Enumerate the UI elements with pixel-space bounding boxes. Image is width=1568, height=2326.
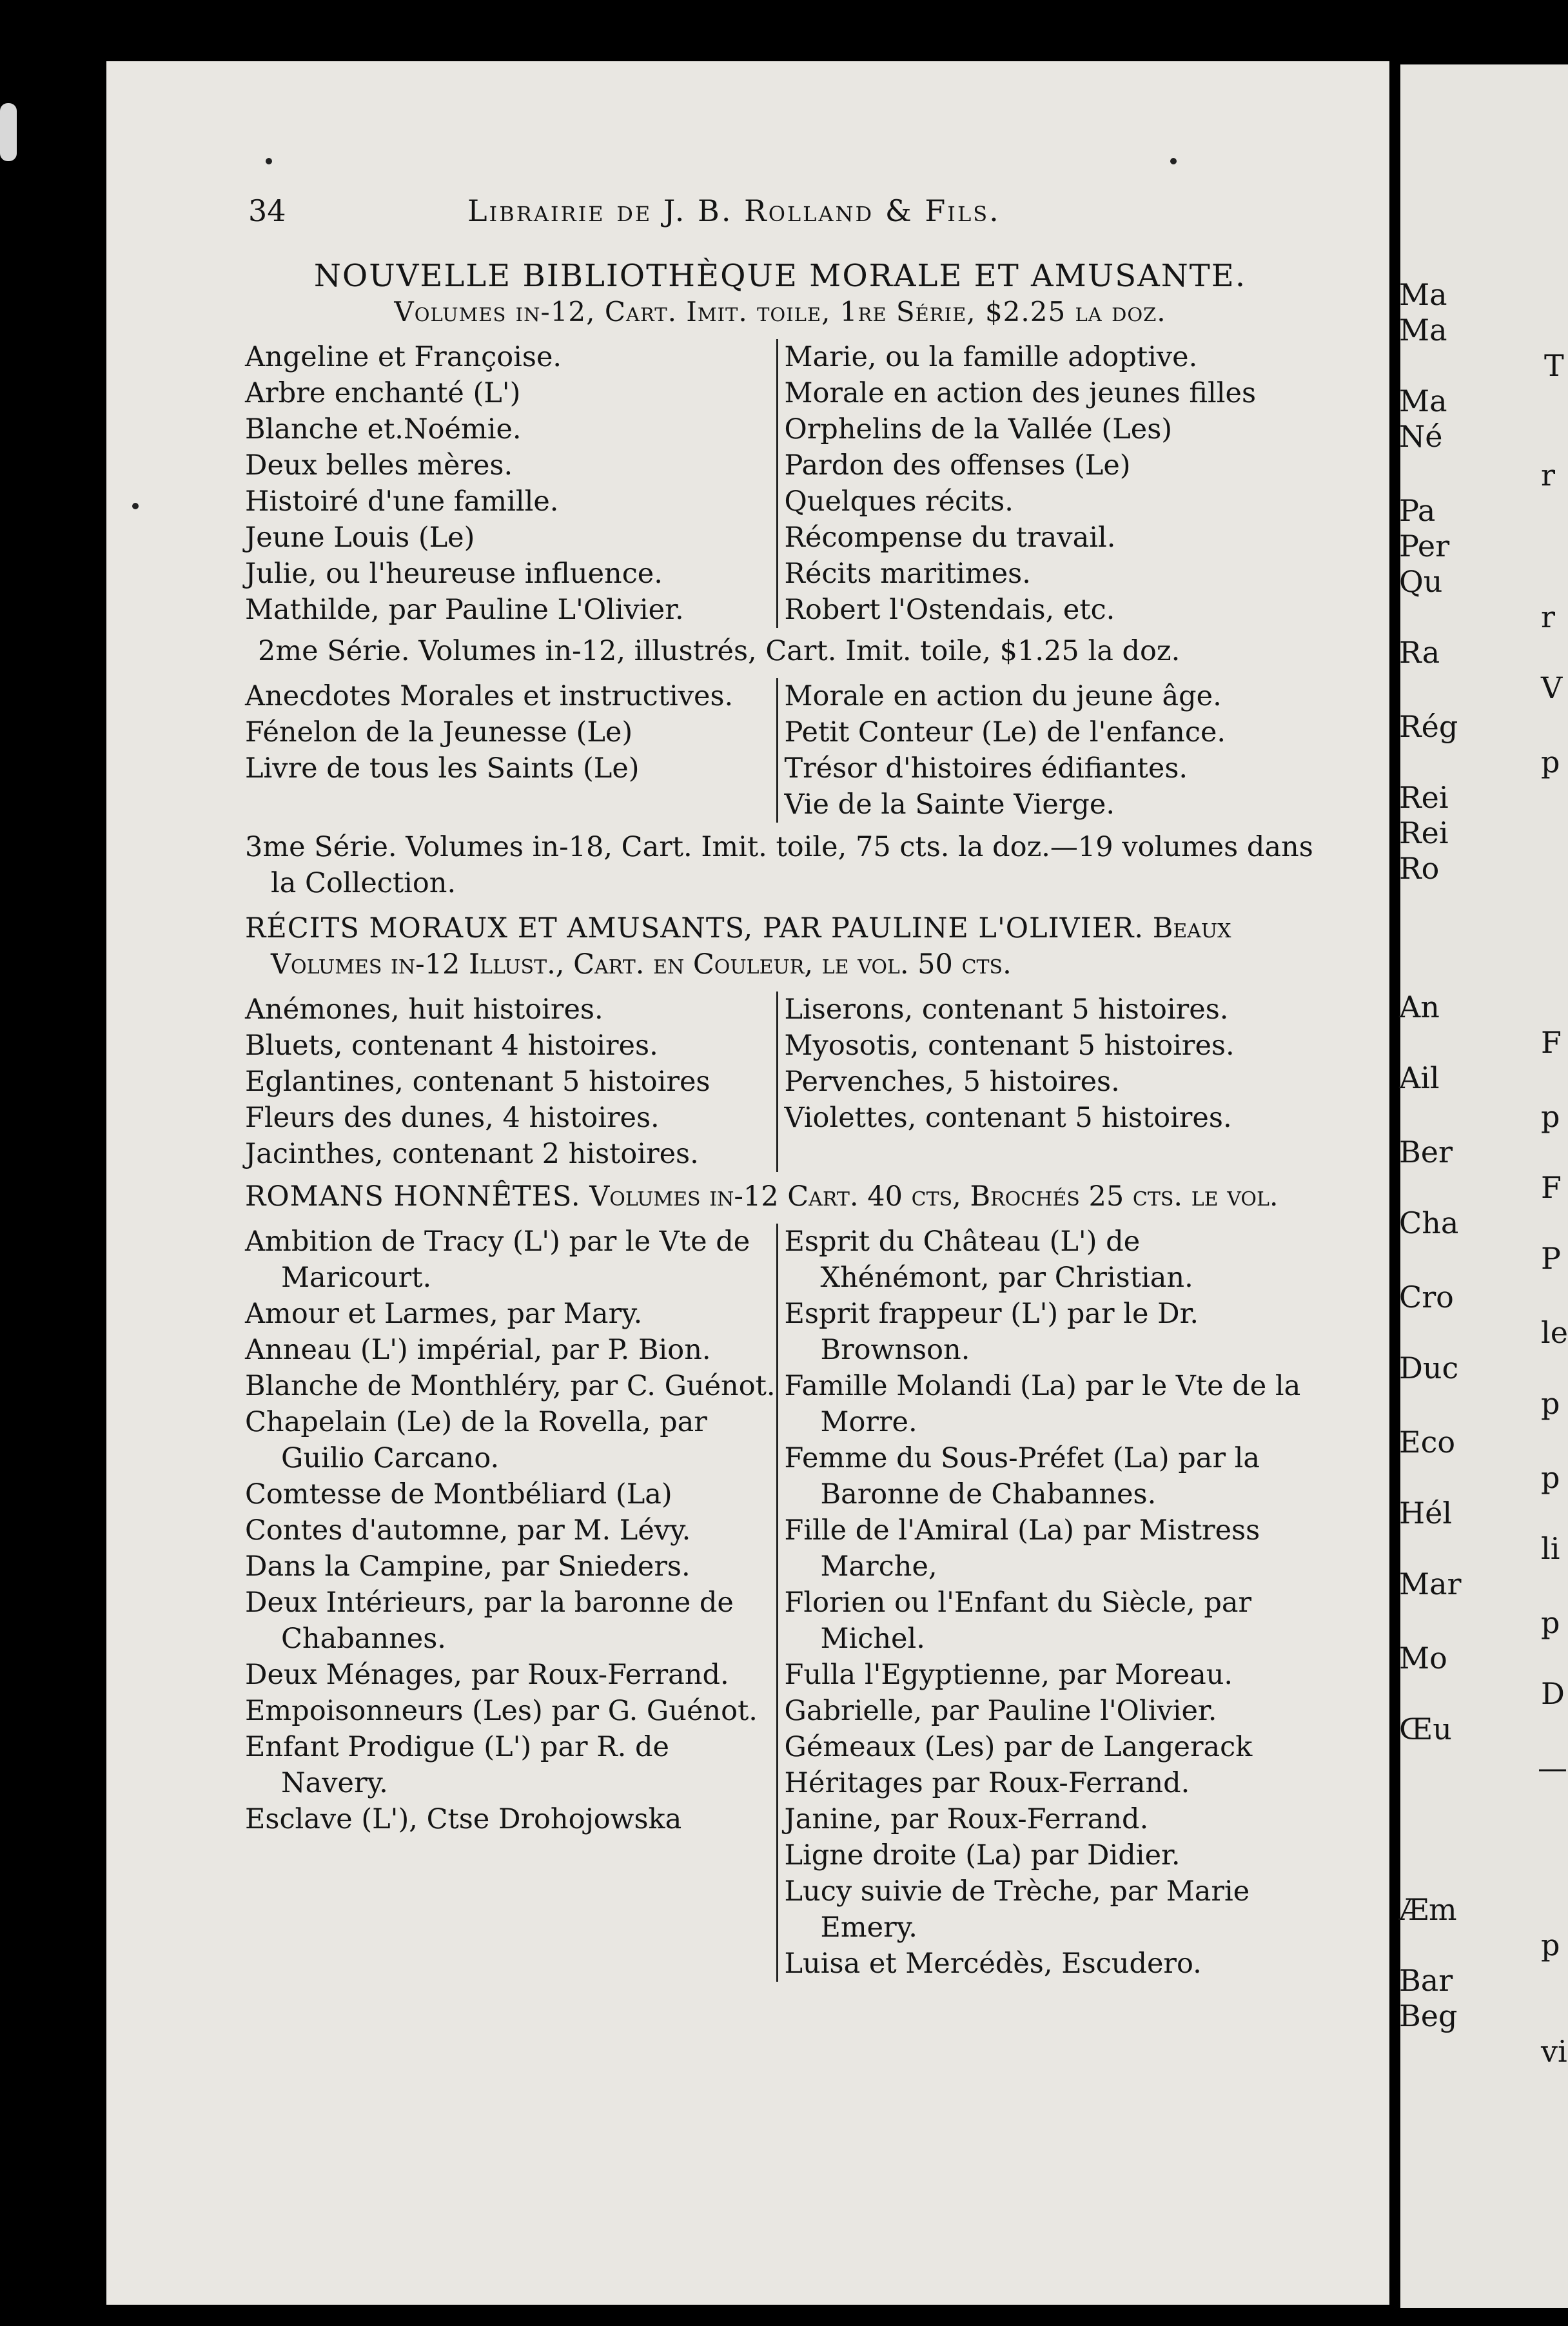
fragment: Rég [1399, 709, 1458, 744]
fragment: Mo [1399, 1641, 1447, 1676]
fragment: Ma [1399, 384, 1447, 418]
left-margin-edge [0, 103, 17, 161]
list-item: Deux Ménages, par Roux-Ferrand. [245, 1659, 729, 1691]
list-item: Florien ou l'Enfant du Siècle, par Michel. [784, 1587, 1252, 1655]
printing-speck [266, 158, 272, 164]
fragment: p [1541, 1386, 1560, 1421]
list-right-column [776, 992, 1316, 1172]
running-title: Librairie de J. B. Rolland & Fils. [467, 193, 1001, 228]
list-item: Gémeaux (Les) par de Langerack [784, 1731, 1253, 1763]
fragment: Rei [1399, 816, 1449, 850]
list-item: Orphelins de la Vallée (Les) [784, 413, 1173, 445]
list-item: Comtesse de Montbéliard (La) [245, 1478, 672, 1510]
fragment: Mar [1399, 1567, 1462, 1601]
list-right-column [776, 1224, 1316, 1982]
list-item: Esclave (L'), Ctse Drohojowska [245, 1803, 682, 1835]
book-list-s5 [245, 1224, 1315, 1982]
fragment: Hél [1399, 1496, 1453, 1530]
list-item: Julie, ou l'heureuse influence. [245, 558, 663, 590]
list-item: Myosotis, contenant 5 histoires. [784, 1030, 1235, 1062]
fragment: p [1541, 1928, 1560, 1962]
list-item: Femme du Sous-Préfet (La) par la Baronne de Chabannes. [784, 1442, 1260, 1510]
page-number: 34 [248, 193, 286, 228]
list-item: Morale en action des jeunes filles [784, 377, 1257, 409]
printing-speck [132, 503, 139, 509]
fragment: p [1541, 1605, 1560, 1640]
series-heading: 3me Série. Volumes in-18, Cart. Imit. toile, 75 cts. la doz.—19 volumes dans la Collection. [245, 831, 1313, 899]
list-item: Trésor d'histoires édifiantes. [784, 752, 1188, 785]
fragment: Cha [1399, 1206, 1459, 1240]
list-item: Bluets, contenant 4 histoires. [245, 1030, 658, 1062]
book-list-s4 [245, 992, 1315, 1172]
fragment: Duc [1399, 1351, 1459, 1385]
list-item: Mathilde, par Pauline L'Olivier. [245, 594, 684, 626]
fragment: li [1541, 1531, 1560, 1566]
list-item: Luisa et Mercédès, Escudero. [784, 1948, 1202, 1980]
list-item: Anémones, huit histoires. [245, 993, 603, 1026]
list-item: Esprit frappeur (L') par le Dr. Brownson. [784, 1298, 1199, 1366]
fragment: T [1544, 348, 1564, 383]
list-item: Vie de la Sainte Vierge. [784, 788, 1115, 821]
fragment: Æm [1399, 1892, 1457, 1927]
list-item: Famille Molandi (La) par le Vte de la Morre. [784, 1370, 1301, 1438]
list-left-column [245, 992, 776, 1172]
list-left-column [245, 1224, 776, 1982]
section-heading [245, 910, 1315, 982]
fragment: p [1541, 1460, 1560, 1495]
list-item: Deux Intérieurs, par la baronne de Chabannes. [245, 1587, 734, 1655]
book-list-s1 [245, 339, 1315, 628]
list-item: Petit Conteur (Le) de l'enfance. [784, 716, 1226, 748]
fragment: r [1541, 600, 1555, 634]
list-item: Liserons, contenant 5 histoires. [784, 993, 1229, 1026]
list-item: Récompense du travail. [784, 522, 1116, 554]
fragment: Per [1399, 529, 1450, 563]
list-item: Ambition de Tracy (L') par le Vte de Maricourt. [245, 1226, 750, 1294]
fragment: V [1541, 670, 1563, 705]
fragment: Ma [1399, 313, 1447, 347]
list-item: Enfant Prodigue (L') par R. de Navery. [245, 1731, 669, 1799]
list-item: Arbre enchanté (L') [245, 377, 521, 409]
fragment: Eco [1399, 1425, 1456, 1460]
list-item: Angeline et Françoise. [245, 341, 562, 373]
list-item: Ligne droite (La) par Didier. [784, 1839, 1181, 1872]
list-item: Chapelain (Le) de la Rovella, par Guilio Carcano. [245, 1406, 707, 1474]
list-item: Anneau (L') impérial, par P. Bion. [245, 1334, 711, 1366]
fragment: p [1541, 1099, 1560, 1134]
fragment: Ber [1399, 1135, 1453, 1169]
list-item: Histoiré d'une famille. [245, 485, 559, 518]
list-item: Empoisonneurs (Les) par G. Guénot. [245, 1695, 758, 1727]
fragment: Rei [1399, 780, 1449, 815]
catalog-content [245, 258, 1315, 1982]
list-item: Fénelon de la Jeunesse (Le) [245, 716, 633, 748]
list-item: Amour et Larmes, par Mary. [245, 1298, 643, 1330]
fragment: le [1541, 1315, 1568, 1350]
list-item: Esprit du Château (L') de Xhénémont, par Christian. [784, 1226, 1193, 1294]
list-item: Pervenches, 5 histoires. [784, 1066, 1120, 1098]
list-item: Blanche et.Noémie. [245, 413, 522, 445]
list-item: Janine, par Roux-Ferrand. [784, 1803, 1149, 1835]
section-title: NOUVELLE BIBLIOTHÈQUE MORALE ET AMUSANTE. [313, 258, 1247, 294]
fragment: vi [1541, 2034, 1567, 2069]
fragment: F [1541, 1025, 1562, 1060]
list-left-column [245, 678, 776, 823]
fragment: Cro [1399, 1280, 1454, 1314]
fragment: F [1541, 1170, 1562, 1205]
section-details: Volumes in-12 Cart. 40 cts, Brochés 25 cts. le vol. [589, 1180, 1279, 1213]
section-head: RÉCITS MORAUX ET AMUSANTS, PAR PAULINE L'OLIVIER. [245, 912, 1144, 944]
section-head: ROMANS HONNÊTES. [245, 1180, 581, 1213]
list-item: Héritages par Roux-Ferrand. [784, 1767, 1190, 1799]
section-details: Beaux Volumes in-12 Illust., Cart. en Couleur, le vol. 50 cts. [271, 912, 1231, 981]
list-item: Violettes, contenant 5 histoires. [784, 1102, 1232, 1134]
fragment: Qu [1399, 564, 1443, 599]
list-item: Blanche de Monthléry, par C. Guénot. [245, 1370, 776, 1402]
printing-speck [1170, 158, 1177, 164]
fragment: Œu [1399, 1712, 1452, 1746]
list-right-column [776, 678, 1316, 823]
fragment: Ra [1399, 635, 1440, 670]
list-item: Robert l'Ostendais, etc. [784, 594, 1115, 626]
list-item: Eglantines, contenant 5 histoires [245, 1066, 710, 1098]
list-item: Fleurs des dunes, 4 histoires. [245, 1102, 660, 1134]
list-item: Quelques récits. [784, 485, 1014, 518]
list-item: Fille de l'Amiral (La) par Mistress Marche, [784, 1514, 1260, 1583]
list-item: Livre de tous les Saints (Le) [245, 752, 640, 785]
list-item: Pardon des offenses (Le) [784, 449, 1131, 482]
series-heading: 2me Série. Volumes in-12, illustrés, Cart. Imit. toile, $1.25 la doz. [258, 635, 1181, 667]
fragment: Ail [1399, 1060, 1440, 1095]
list-item: Morale en action du jeune âge. [784, 680, 1222, 712]
fragment: Bar [1399, 1963, 1453, 1998]
list-item: Fulla l'Egyptienne, par Moreau. [784, 1659, 1233, 1691]
fragment: p [1541, 745, 1560, 779]
section-heading [245, 1178, 1315, 1215]
list-item: Marie, ou la famille adoptive. [784, 341, 1198, 373]
list-item: Jacinthes, contenant 2 histoires. [245, 1138, 699, 1170]
fragment: Beg [1399, 1999, 1458, 2033]
section-subtitle: Volumes in-12, Cart. Imit. toile, 1re Série, $2.25 la doz. [394, 296, 1166, 327]
fragment: r [1541, 458, 1555, 493]
running-head [248, 193, 1409, 251]
list-item: Deux belles mères. [245, 449, 513, 482]
fragment: — [1538, 1750, 1567, 1785]
fragment: An [1399, 990, 1440, 1024]
fragment: P [1541, 1241, 1561, 1276]
fragment: D [1541, 1676, 1565, 1711]
list-item: Anecdotes Morales et instructives. [245, 680, 734, 712]
fragment: Né [1399, 419, 1443, 454]
list-item: Dans la Campine, par Snieders. [245, 1550, 691, 1583]
list-item: Récits maritimes. [784, 558, 1031, 590]
fragment: Ro [1399, 851, 1440, 886]
book-list-s2 [245, 678, 1315, 823]
list-left-column [245, 339, 776, 628]
list-item: Lucy suivie de Trèche, par Marie Emery. [784, 1875, 1250, 1944]
fragment: Ma [1399, 277, 1447, 312]
list-item: Gabrielle, par Pauline l'Olivier. [784, 1695, 1217, 1727]
fragment: Pa [1399, 493, 1436, 528]
list-item: Jeune Louis (Le) [245, 522, 475, 554]
list-item: Contes d'automne, par M. Lévy. [245, 1514, 691, 1547]
list-right-column [776, 339, 1316, 628]
